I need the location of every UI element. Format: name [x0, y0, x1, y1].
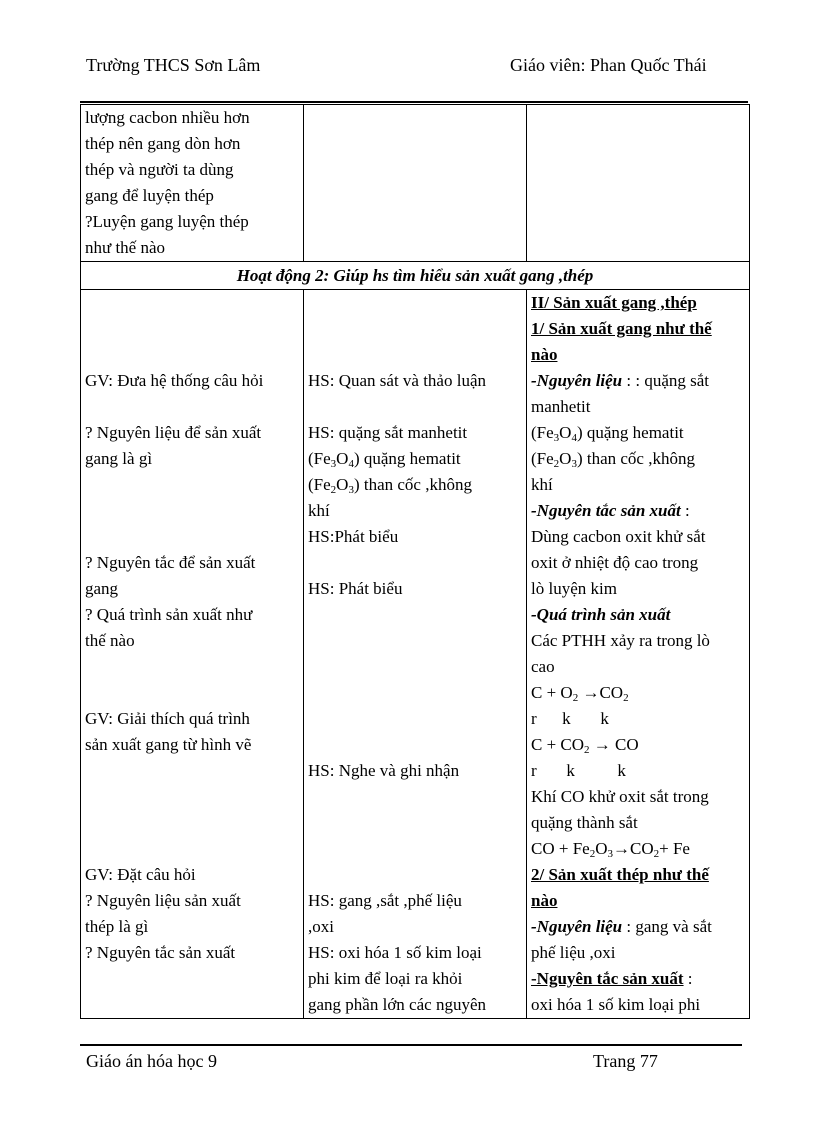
cell-top-col1: lượng cacbon nhiều hơn thép nên gang dòn hơn thép và người ta dùng gang để luyện thép ?Luyện gang luyện thép như thế nào [81, 105, 304, 262]
cell-lesson-content: II/ Sản xuất gang ,thép 1/ Sản xuất gang như thế nào -Nguyên liệu : : quặng sắt manhetit $(Fe_3O_4)$ quặng hematit $(Fe_2O_3)$ than cốc ,không khí -Nguyên tắc sản xuất : Dùng cacbon oxit khử sắt oxit ở nhiệt độ cao trong lò luyện kim -Quá trình sản xuất Các PTHH xảy ra trong lò cao $C + O_2 \to CO_2$ r k k $C + CO_2$ → CO r k k Khí CO khử oxit sắt trong quặng thành sắt CO + $Fe_2O_3\to CO_2+ Fe$ 2/ Sản xuất thép như thế nào -Nguyên liệu : gang và sắt phế liệu ,oxi -Nguyên tắc sản xuất : oxi hóa 1 số kim loại phi [527, 290, 750, 1019]
table-row [81, 105, 750, 262]
footer-subject: Giáo án hóa học 9 [86, 1051, 217, 1071]
lesson-table [80, 104, 750, 1019]
cell-student-answers: HS: Quan sát và thảo luận HS: quặng sắt manhetit $(Fe_3O_4)$ quặng hematit $(Fe_2O_3)$ than cốc ,không khí HS:Phát biểu HS: Phát biểu HS: Nghe và ghi nhận HS: gang ,sắt ,phế liệu ,oxi HS: oxi hóa 1 số kim loại phi kim để loại ra khỏi gang phần lớn các nguyên [304, 290, 527, 1019]
cell-top-col2 [304, 105, 527, 262]
heading-ii-1: 1/ Sản xuất gang như thế [531, 319, 712, 338]
heading-ii: II/ Sản xuất gang ,thép [531, 293, 697, 312]
header-rule [80, 101, 748, 103]
equation-3: CO + $Fe_2O_3\to CO_2+ Fe$ [531, 839, 690, 860]
footer-rule [80, 1044, 742, 1046]
table-row [81, 290, 750, 1019]
cell-top-col3 [527, 105, 750, 262]
table-row [81, 262, 750, 290]
footer-page-number: Trang 77 [593, 1051, 658, 1071]
header-teacher: Giáo viên: Phan Quốc Thái [510, 55, 707, 75]
equation-1: $C + O_2 \to CO_2$ [531, 683, 629, 704]
header-school: Trường THCS Sơn Lâm [86, 55, 261, 75]
cell-teacher-questions: GV: Đưa hệ thống câu hỏi ? Nguyên liệu để sản xuất gang là gì ? Nguyên tắc để sản xuất gang ? Quá trình sản xuất như thế nào GV: Giải thích quá trình sản xuất gang từ hình vẽ GV: Đặt câu hỏi ? Nguyên liệu sản xuất thép là gì ? Nguyên tắc sản xuất [81, 290, 304, 1019]
equation-2: $C + CO_2$ → CO [531, 735, 639, 756]
heading-ii-2: 2/ Sản xuất thép như thế [531, 865, 709, 884]
section-title: Hoạt động 2: Giúp hs tìm hiểu sản xuất gang ,thép [81, 262, 750, 290]
